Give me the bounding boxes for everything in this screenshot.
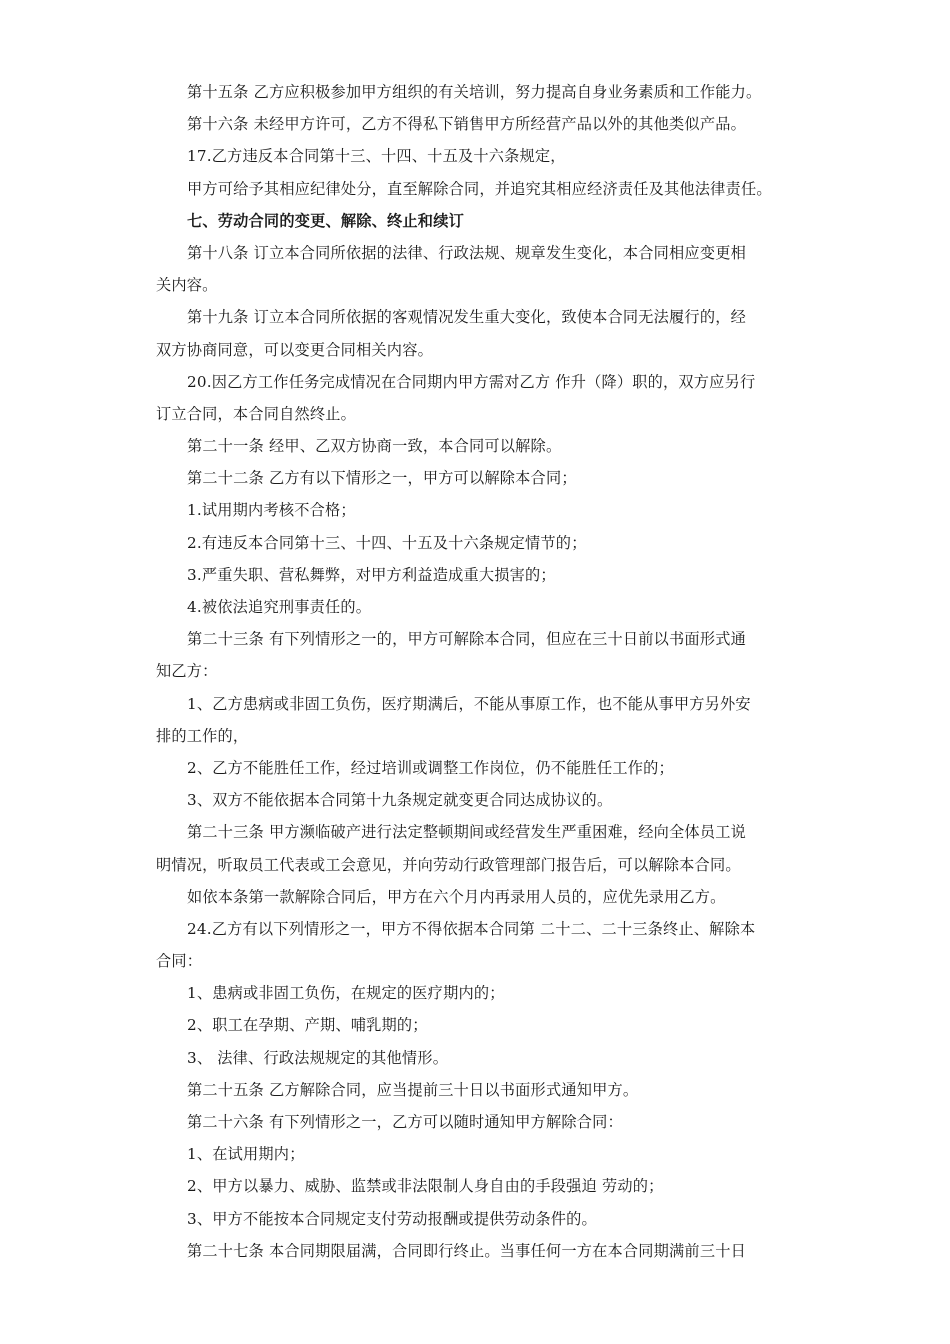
paragraph-line: 3.严重失职、营私舞弊，对甲方利益造成重大损害的； bbox=[187, 565, 556, 584]
paragraph-line: 20.因乙方工作任务完成情况在合同期内甲方需对乙方 作升（降）职的，双方应另行 bbox=[187, 372, 756, 391]
paragraph-line: 第二十五条 乙方解除合同，应当提前三十日以书面形式通知甲方。 bbox=[187, 1080, 639, 1099]
paragraph-continuation-line: 订立合同，本合同自然终止。 bbox=[156, 404, 357, 423]
paragraph-continuation-line: 排的工作的， bbox=[156, 726, 249, 745]
paragraph-line: 2、甲方以暴力、威胁、监禁或非法限制人身自由的手段强迫 劳动的； bbox=[187, 1177, 664, 1196]
paragraph-line: 第二十七条 本合同期限届满，合同即行终止。当事任何一方在本合同期满前三十日 bbox=[187, 1241, 746, 1260]
paragraph-line: 第十八条 订立本合同所依据的法律、行政法规、规章发生变化，本合同相应变更相 bbox=[187, 243, 746, 262]
paragraph-continuation-line: 合同： bbox=[156, 952, 203, 971]
paragraph-line: 第二十二条 乙方有以下情形之一，甲方可以解除本合同； bbox=[187, 469, 577, 488]
paragraph-continuation-line: 关内容。 bbox=[156, 276, 218, 295]
paragraph-line: 4.被依法追究刑事责任的。 bbox=[187, 598, 372, 616]
paragraph-line: 1、患病或非固工负伤，在规定的医疗期内的； bbox=[187, 984, 505, 1003]
paragraph-continuation-line: 知乙方： bbox=[156, 662, 218, 681]
paragraph-line: 第十五条 乙方应积极参加甲方组织的有关培训，努力提高自身业务素质和工作能力。 bbox=[187, 83, 762, 101]
paragraph-line: 1、在试用期内； bbox=[187, 1145, 305, 1164]
paragraph-continuation-line: 双方协商同意，可以变更合同相关内容。 bbox=[156, 340, 433, 359]
paragraph-line: 第二十一条 经甲、乙双方协商一致，本合同可以解除。 bbox=[187, 437, 562, 456]
paragraph-line: 1、乙方患病或非固工负伤，医疗期满后，不能从事原工作，也不能从事甲方另外安 bbox=[187, 694, 751, 713]
paragraph-line: 甲方可给予其相应纪律处分，直至解除合同，并追究其相应经济责任及其他法律责任。 bbox=[187, 179, 772, 198]
paragraph-line: 17.乙方违反本合同第十三、十四、十五及十六条规定， bbox=[187, 147, 566, 166]
paragraph-line: 第十六条 未经甲方许可，乙方不得私下销售甲方所经营产品以外的其他类似产品。 bbox=[187, 115, 746, 134]
paragraph-line: 如依本条第一款解除合同后，甲方在六个月内再录用人员的，应优先录用乙方。 bbox=[187, 887, 726, 906]
paragraph-line: 第二十六条 有下列情形之一，乙方可以随时通知甲方解除合同： bbox=[187, 1113, 623, 1131]
paragraph-line: 第二十三条 有下列情形之一的，甲方可解除本合同，但应在三十日前以书面形式通 bbox=[187, 630, 746, 649]
paragraph-line: 24.乙方有以下列情形之一，甲方不得依据本合同第 二十二、二十三条终止、解除本 bbox=[187, 919, 756, 938]
paragraph-line: 2.有违反本合同第十三、十四、十五及十六条规定情节的； bbox=[187, 533, 587, 552]
paragraph-line: 第二十三条 甲方濒临破产进行法定整顿期间或经营发生严重困难，经向全体员工说 bbox=[187, 823, 746, 842]
paragraph-line: 3、双方不能依据本合同第十九条规定就变更合同达成协议的。 bbox=[187, 791, 613, 810]
paragraph-line: 1.试用期内考核不合格； bbox=[187, 501, 356, 520]
paragraph-line: 第十九条 订立本合同所依据的客观情况发生重大变化，致使本合同无法履行的，经 bbox=[187, 308, 746, 327]
paragraph-line: 3、 法律、行政法规规定的其他情形。 bbox=[187, 1048, 449, 1067]
contract-body bbox=[156, 76, 812, 1267]
paragraph-line: 3、甲方不能按本合同规定支付劳动报酬或提供劳动条件的。 bbox=[187, 1209, 597, 1228]
paragraph-line: 2、职工在孕期、产期、哺乳期的； bbox=[187, 1016, 428, 1035]
section-heading: 七、劳动合同的变更、解除、终止和续订 bbox=[187, 211, 464, 230]
paragraph-line: 2、乙方不能胜任工作，经过培训或调整工作岗位，仍不能胜任工作的； bbox=[187, 758, 674, 777]
paragraph-continuation-line: 明情况，听取员工代表或工会意见，并向劳动行政管理部门报告后，可以解除本合同。 bbox=[156, 855, 741, 874]
